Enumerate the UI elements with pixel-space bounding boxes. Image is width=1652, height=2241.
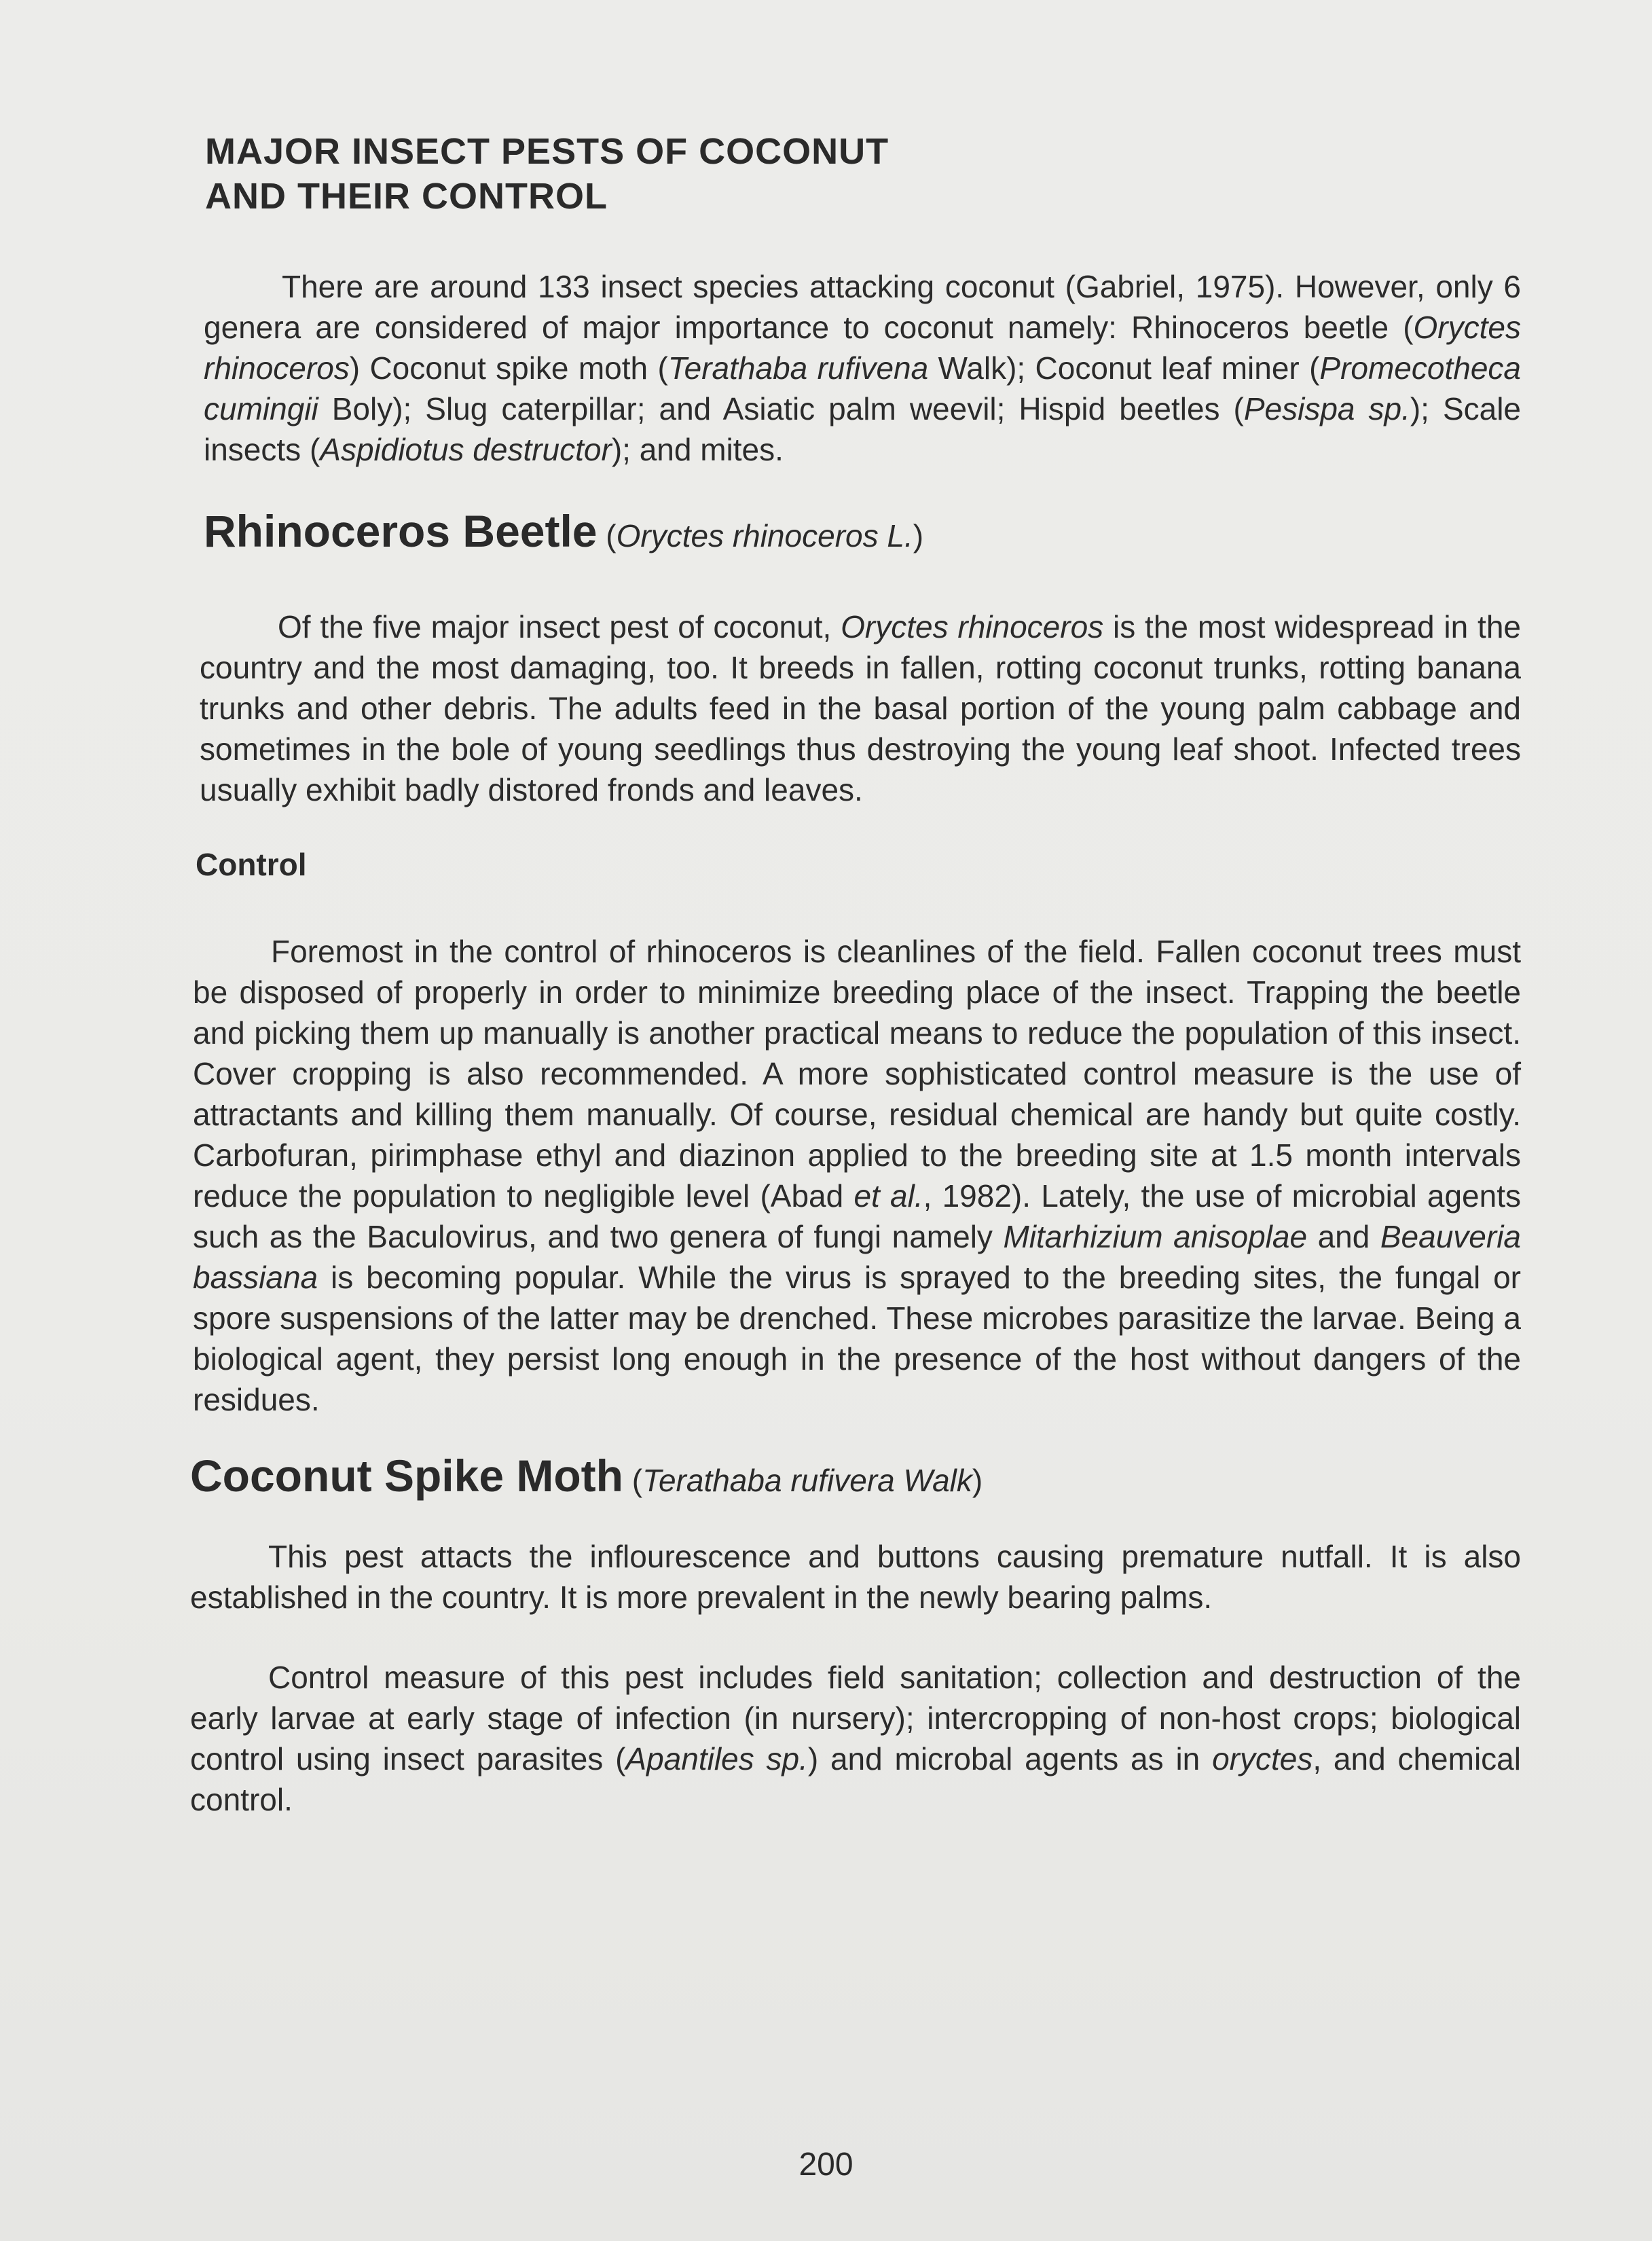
rhino-text-2: is the most widespread in the country and the most damaging, too. It breeds in fallen, rotting coconut trunks, rotting banana trunks and other debris. The adults feed in the basal portion of the young palm cabbage and sometimes in the bole of young seedlings thus destroying the young leaf shoot. Infected trees usually exhibit badly distored fronds and leaves. [200, 609, 1521, 807]
rhino-description-paragraph [200, 606, 1521, 810]
moth-control-sci-1: Apantiles sp. [625, 1741, 808, 1777]
rhino-paren-close: ) [913, 518, 924, 553]
control-sci-2: Mitarhizium anisoplae [1003, 1219, 1308, 1254]
moth-control-paragraph [190, 1657, 1521, 1820]
page-title [205, 129, 1521, 219]
intro-sci-4: Pesispa sp. [1243, 391, 1410, 426]
moth-description-paragraph: This pest attacts the inflourescence and buttons causing premature nutfall. It is also established in the country. It is more prevalent in the newly bearing palms. [190, 1539, 1521, 1615]
rhino-text-1: Of the five major insect pest of coconut, [278, 609, 841, 644]
moth-control-text-2: ) and microbal agents as in [807, 1741, 1213, 1777]
title-line-2: AND THEIR CONTROL [205, 176, 608, 217]
moth-scientific-name: Terathaba rufivera Walk [642, 1463, 972, 1498]
page-content [190, 129, 1521, 1820]
control-text-4: is becoming popular. While the virus is sprayed to the breeding sites, the fungal or spore suspensions of the latter may be drenched. These microbes parasitize the larvae. Being a biological agent, they persist long enough in the presence of the host without dangers of the residues. [193, 1260, 1521, 1417]
intro-text-2: ) Coconut spike moth ( [349, 350, 668, 386]
control-text-2: , 1982). Lately, the use of microbial agents such as the Baculovirus, and two genera of fungi namely [193, 1178, 1521, 1254]
control-text-3: and [1307, 1219, 1380, 1254]
intro-sci-3: Promecotheca cumingii [204, 350, 1521, 426]
moth-control-text-1: Control measure of this pest includes field sanitation; collection and destruction of the early larvae at early stage of infection (in nursery); intercropping of non-host crops; biological control using insect parasites ( [190, 1660, 1521, 1777]
intro-text-4: Boly); Slug caterpillar; and Asiatic palm weevil; Hispid beetles ( [318, 391, 1244, 426]
moth-paren-open: ( [623, 1463, 643, 1498]
intro-sci-1: Oryctes rhinoceros [204, 310, 1521, 386]
moth-paren-close: ) [972, 1463, 983, 1498]
moth-heading [190, 1447, 1521, 1509]
intro-sci-2: Terathaba rufivena [667, 350, 929, 386]
moth-control-sci-2: oryctes [1212, 1741, 1313, 1777]
rhino-paren-open: ( [597, 518, 617, 553]
rhino-scientific-name: Oryctes rhinoceros L. [616, 518, 913, 553]
intro-text-5: ); Scale insects ( [204, 391, 1522, 467]
rhino-heading-text: Rhinoceros Beetle [204, 506, 598, 556]
page-number: 200 [799, 2147, 853, 2183]
rhino-sci-1: Oryctes rhinoceros [841, 609, 1104, 644]
control-paragraph [193, 931, 1521, 1420]
intro-text-6: ); and mites. [611, 432, 784, 467]
control-heading: Control [196, 847, 307, 882]
control-sci-1: et al. [853, 1178, 923, 1214]
intro-text-3: Walk); Coconut leaf miner ( [928, 350, 1320, 386]
title-line-1: MAJOR INSECT PESTS OF COCONUT [205, 131, 889, 172]
intro-sci-5: Aspidiotus destructor [320, 432, 612, 467]
intro-text-1: There are around 133 insect species attacking coconut (Gabriel, 1975). However, only 6 genera are considered of major importance to coconut namely: Rhinoceros beetle ( [204, 269, 1521, 345]
moth-control-text-3: , and chemical control. [190, 1741, 1521, 1817]
control-sci-3: Beauveria bassiana [193, 1219, 1521, 1295]
rhino-heading [204, 503, 1521, 564]
moth-heading-text: Coconut Spike Moth [190, 1451, 623, 1501]
intro-paragraph [204, 266, 1521, 470]
control-text-1: Foremost in the control of rhinoceros is cleanlines of the field. Fallen coconut trees must be disposed of properly in order to minimize breeding place of the insect. Trapping the beetle and picking them up manually is another practical means to reduce the population of this insect. Cover cropping is also recommended. A more sophisticated control measure is the use of attractants and killing them manually. Of course, residual chemical are handy but quite costly. Carbofuran, pirimphase ethyl and diazinon applied to the breeding site at 1.5 month intervals reduce the population to negligible level (Abad [193, 934, 1521, 1214]
